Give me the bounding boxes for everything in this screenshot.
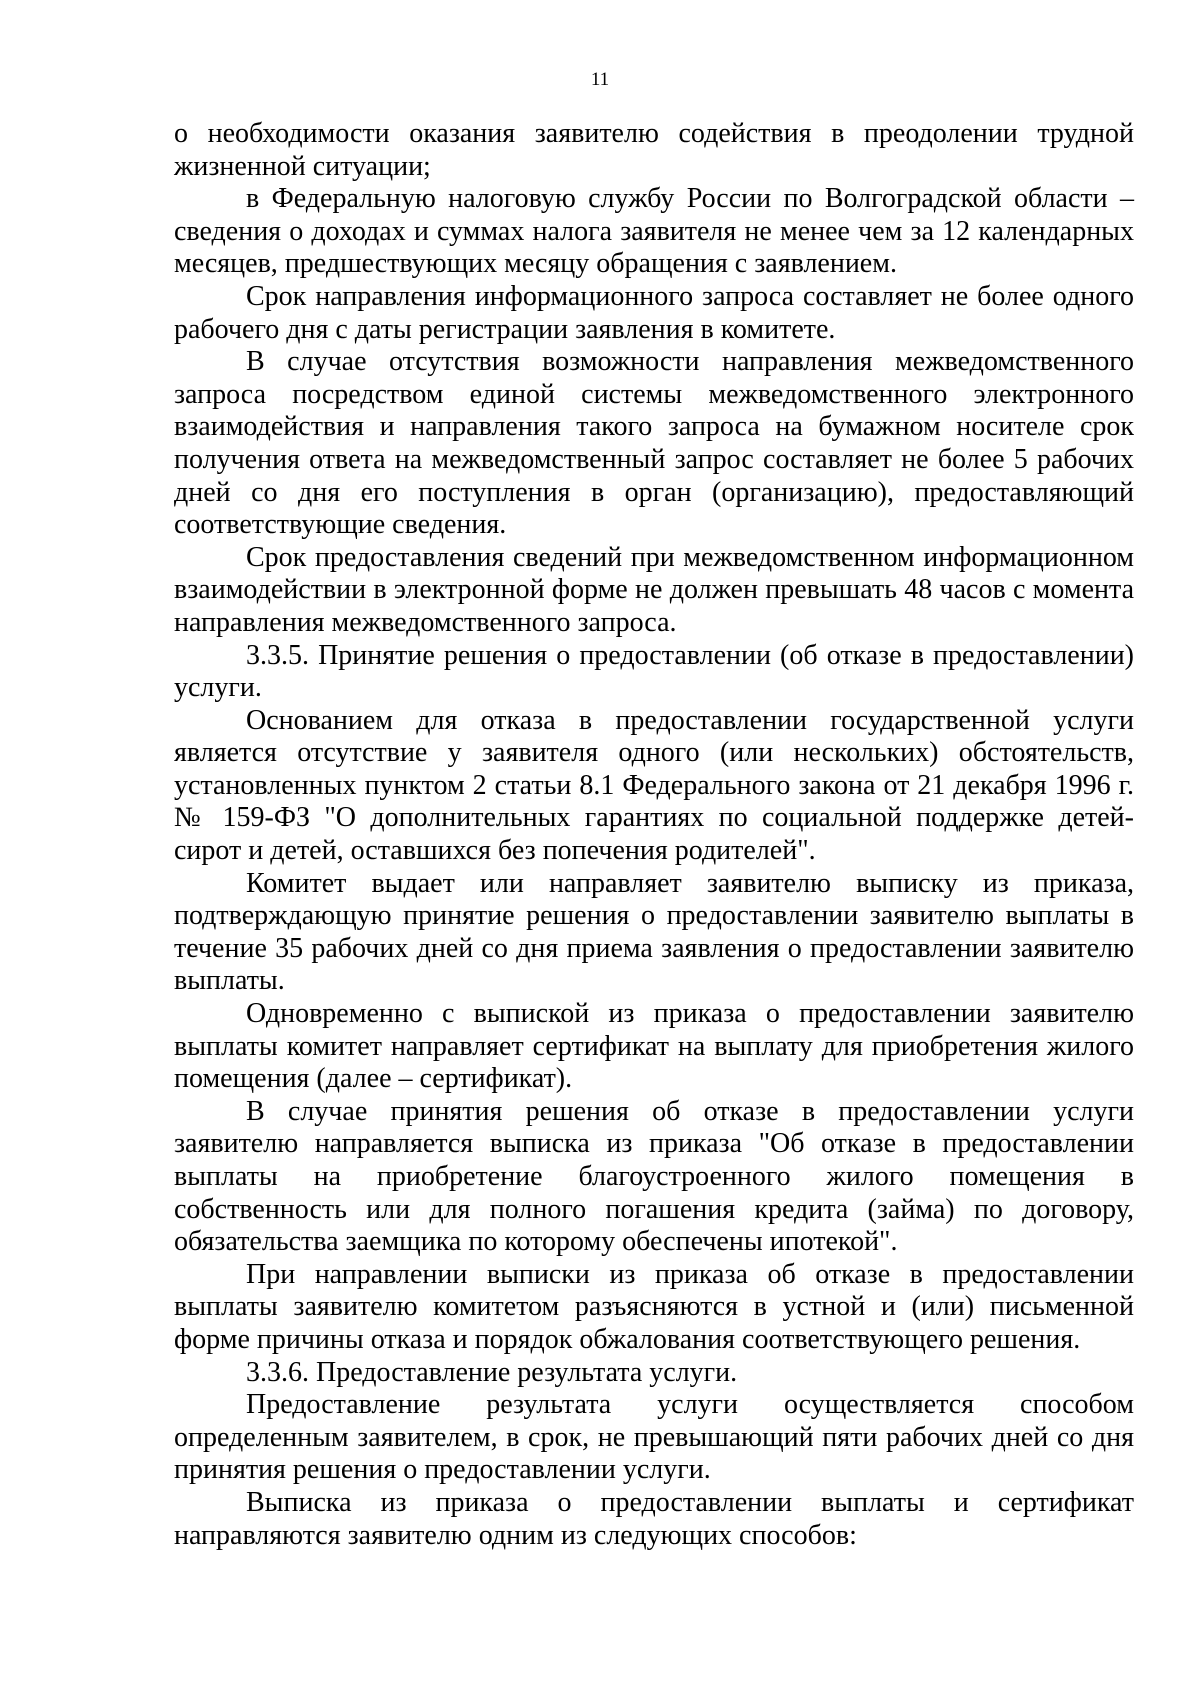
paragraph-result-delivery: Предоставление результата услуги осуществляется способом определенным заявителем, в срок, не превышающий пяти рабочих дней со дня принятия решения о предоставлении услуги. — [174, 1389, 1134, 1486]
paragraph-order-extract: Комитет выдает или направляет заявителю выписку из приказа, подтверждающую принятие решения о предоставлении заявителю выплаты в течение 35 рабочих дней со дня приема заявления о предоставлении заявителю выплаты. — [174, 867, 1134, 997]
paragraph-electronic-deadline: Срок предоставления сведений при межведомственном информационном взаимодействии в электронной форме не должен превышать 48 часов с момента направления межведомственного запроса. — [174, 541, 1134, 638]
document-body — [174, 118, 1134, 1552]
paragraph-refusal-decision: В случае принятия решения об отказе в предоставлении услуги заявителю направляется выписка из приказа "Об отказе в предоставлении выплаты на приобретение благоустроенного жилого помещения в собственность или для полного погашения кредита (займа) по договору, обязательства заемщика по которому обеспечены ипотекой". — [174, 1095, 1134, 1258]
paragraph-certificate: Одновременно с выпиской из приказа о предоставлении заявителю выплаты комитет направляет сертификат на выплату для приобретения жилого помещения (далее – сертификат). — [174, 998, 1134, 1095]
paragraph-refusal-grounds: Основанием для отказа в предоставлении государственной услуги является отсутствие у заявителя одного (или нескольких) обстоятельств, установленных пунктом 2 статьи 8.1 Федерального закона от 21 декабря 1996 г. № 159-ФЗ "О дополнительных гарантиях по социальной поддержке детей-сирот и детей, оставшихся без попечения родителей". — [174, 704, 1134, 867]
paragraph-paper-request: В случае отсутствия возможности направления межведомственного запроса посредством единой системы межведомственного электронного взаимодействия и направления такого запроса на бумажном носителе срок получения ответа на межведомственный запрос составляет не более 5 рабочих дней со дня его поступления в орган (организацию), предоставляющий соответствующие сведения. — [174, 346, 1134, 541]
paragraph-tax-service: в Федеральную налоговую службу России по Волгоградской области – сведения о доходах и суммах налога заявителя не менее чем за 12 календарных месяцев, предшествующих месяцу обращения с заявлением. — [174, 183, 1134, 280]
paragraph-refusal-explanation: При направлении выписки из приказа об отказе в предоставлении выплаты заявителю комитетом разъясняются в устной и (или) письменной форме причины отказа и порядок обжалования соответствующего решения. — [174, 1258, 1134, 1355]
section-heading-3-3-5: 3.3.5. Принятие решения о предоставлении (об отказе в предоставлении) услуги. — [174, 639, 1134, 704]
paragraph-continuation: о необходимости оказания заявителю содействия в преодолении трудной жизненной ситуации; — [174, 118, 1134, 182]
paragraph-delivery-methods: Выписка из приказа о предоставлении выплаты и сертификат направляются заявителю одним из следующих способов: — [174, 1486, 1134, 1551]
page-number: 11 — [590, 69, 610, 90]
section-heading-3-3-6: 3.3.6. Предоставление результата услуги. — [246, 1356, 738, 1388]
paragraph-request-deadline: Срок направления информационного запроса составляет не более одного рабочего дня с даты регистрации заявления в комитете. — [174, 280, 1134, 345]
